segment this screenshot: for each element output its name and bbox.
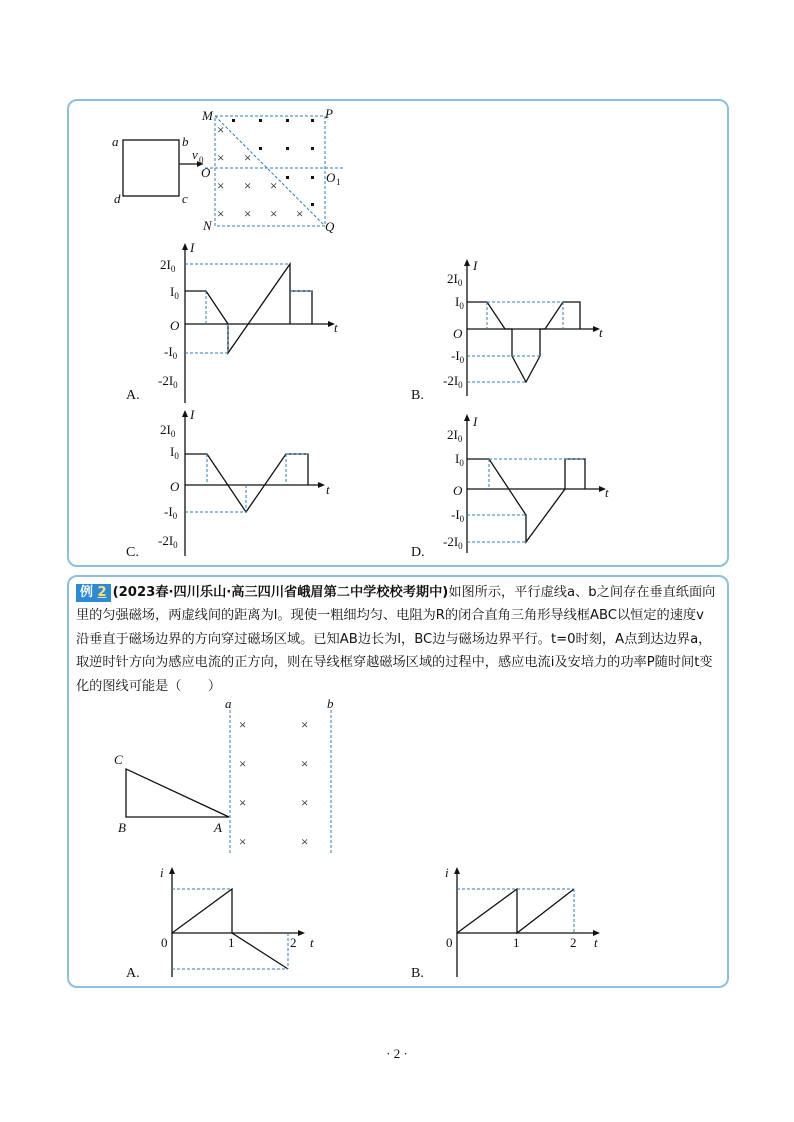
svg-text:-I0: $-I_0$: [164, 504, 178, 521]
svg-text:×: ×: [217, 206, 225, 221]
svg-text:v: v: [192, 147, 198, 162]
example-tag: 例 2: [76, 584, 111, 602]
svg-text:t: t: [599, 325, 603, 340]
option-label: A.: [126, 966, 140, 981]
graph-option-b: [435, 258, 615, 398]
svg-text:a: a: [112, 134, 119, 149]
option-label: B.: [411, 388, 424, 403]
triangle-and-field-figure: [110, 698, 350, 858]
svg-text:×: ×: [239, 756, 247, 771]
svg-text:×: ×: [244, 206, 252, 221]
svg-text:c: c: [182, 191, 188, 206]
graph-option-c: [150, 408, 340, 558]
svg-text:A: A: [214, 820, 222, 835]
svg-text:I0: $I_0$: [455, 451, 464, 468]
svg-text:-2I0: $-2I_0$: [443, 373, 463, 390]
svg-text:C: C: [114, 752, 123, 767]
svg-text:2I0: $2I_0$: [160, 257, 176, 274]
svg-text:t: t: [594, 935, 598, 950]
svg-text:i: i: [445, 865, 449, 880]
svg-text:×: ×: [301, 795, 309, 810]
svg-text:I0: $I_0$: [170, 444, 179, 461]
svg-text:0: 0: [161, 935, 168, 950]
graph-option-a: [150, 240, 350, 405]
svg-text:b: b: [182, 134, 189, 149]
svg-text:1: 1: [513, 935, 520, 950]
graph-q2-option-a: [152, 865, 332, 980]
svg-text:-I0: $-I_0$: [451, 348, 465, 365]
svg-text:1: 1: [228, 935, 235, 950]
svg-text:×: ×: [301, 834, 309, 849]
svg-text:×: ×: [239, 834, 247, 849]
svg-text:2I0: $2I_0$: [447, 427, 463, 444]
svg-text:P: P: [325, 106, 333, 121]
svg-text:d: d: [114, 191, 121, 206]
svg-text:-I0: $-I_0$: [451, 507, 465, 524]
svg-text:-2I0: $-2I_0$: [158, 373, 178, 390]
svg-text:N: N: [203, 218, 212, 233]
svg-text:×: ×: [217, 122, 225, 137]
problem-2-text: 例 2 (2023春·四川乐山·高三四川省峨眉第二中学校校考期中)如图所示，平行虚线a、b之间存在垂直纸面向里的匀强磁场，两虚线间的距离为l。现使一粗细均匀、电阻为R的闭合直角三角形导线框ABC以恒定的速度v沿垂直于磁场边界的方向穿过磁场区域。已知AB边长为l，BC边与磁场边界平行。t=0时刻，A点到达边界a，取逆时针方向为感应电流的正方向，则在导线框穿越磁场区域的过程中，感应电流i及安培力的功率P随时间t变化的图线可能是（ ）: [76, 585, 716, 694]
option-label: D.: [411, 545, 425, 560]
graph-q2-option-b: [437, 865, 617, 980]
svg-text:O: O: [453, 483, 463, 498]
svg-text:b: b: [327, 696, 334, 711]
svg-text:2I0: $2I_0$: [447, 271, 463, 288]
svg-text:0: 0: [199, 155, 204, 165]
svg-text:-I0: $-I_0$: [164, 344, 178, 361]
svg-text:t: t: [326, 482, 330, 497]
svg-text:M: M: [202, 108, 213, 123]
svg-text:×: ×: [301, 756, 309, 771]
loop-and-field-figure: [100, 104, 360, 234]
svg-text:t: t: [605, 485, 609, 500]
svg-text:×: ×: [244, 150, 252, 165]
svg-text:×: ×: [244, 178, 252, 193]
svg-text:O: O: [170, 479, 180, 494]
svg-text:I: I: [190, 407, 195, 422]
svg-text:-2I0: $-2I_0$: [443, 534, 463, 551]
page-number: · 2 ·: [386, 1046, 408, 1061]
svg-text:I: I: [473, 414, 478, 429]
svg-text:O: O: [326, 170, 336, 185]
svg-text:×: ×: [239, 795, 247, 810]
svg-text:B: B: [118, 820, 126, 835]
svg-text:×: ×: [217, 178, 225, 193]
svg-text:O: O: [453, 326, 463, 341]
svg-text:2I0: $2I_0$: [160, 422, 176, 439]
option-label: C.: [126, 545, 139, 560]
graph-option-d: [435, 413, 620, 553]
svg-text:a: a: [225, 696, 232, 711]
svg-text:1: 1: [336, 177, 341, 187]
svg-text:O: O: [201, 165, 211, 180]
svg-text:Q: Q: [325, 219, 335, 234]
svg-text:i: i: [160, 865, 164, 880]
svg-text:×: ×: [270, 206, 278, 221]
svg-text:-2I0: $-2I_0$: [158, 533, 178, 550]
svg-text:0: 0: [446, 935, 453, 950]
svg-text:t: t: [310, 935, 314, 950]
svg-text:×: ×: [239, 717, 247, 732]
svg-text:I0: $I_0$: [455, 294, 464, 311]
svg-text:×: ×: [301, 717, 309, 732]
svg-text:×: ×: [296, 206, 304, 221]
svg-text:I: I: [190, 240, 195, 255]
svg-text:×: ×: [217, 150, 225, 165]
svg-text:×: ×: [270, 178, 278, 193]
svg-text:I: I: [473, 258, 478, 273]
option-label: B.: [411, 966, 424, 981]
svg-text:t: t: [334, 320, 338, 335]
svg-text:2: 2: [570, 935, 577, 950]
svg-text:O: O: [170, 318, 180, 333]
option-label: A.: [126, 388, 140, 403]
svg-text:I0: $I_0$: [170, 284, 179, 301]
svg-text:2: 2: [290, 935, 297, 950]
